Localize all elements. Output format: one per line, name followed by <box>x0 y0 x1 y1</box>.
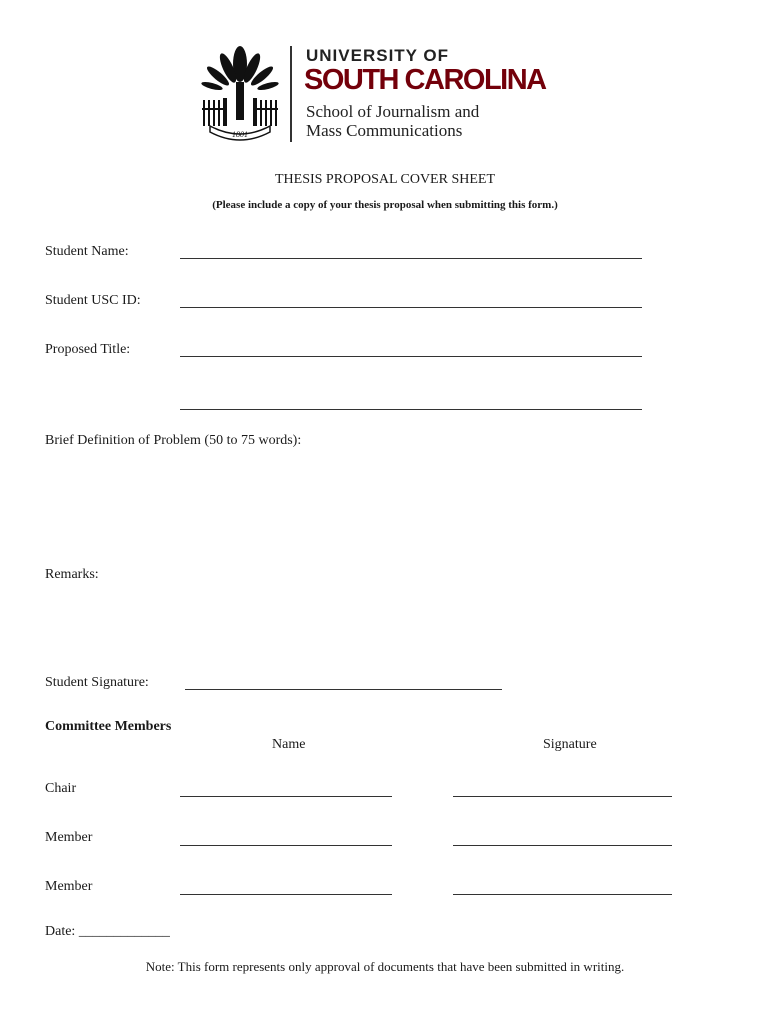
committee-heading: Committee Members <box>45 719 172 734</box>
form-subtitle: (Please include a copy of your thesis proposal when submitting this form.) <box>212 199 558 211</box>
chair-signature-field[interactable] <box>453 796 672 797</box>
student-id-field[interactable] <box>180 307 642 308</box>
logo-school-line1: School of Journalism and <box>306 102 480 121</box>
remarks-label: Remarks: <box>45 567 99 582</box>
signature-column-header: Signature <box>543 737 597 752</box>
member1-name-field[interactable] <box>180 845 392 846</box>
seal-year: 1801 <box>232 130 248 139</box>
committee-role-chair: Chair <box>45 781 77 796</box>
chair-name-field[interactable] <box>180 796 392 797</box>
student-signature-label: Student Signature: <box>45 675 149 690</box>
brief-definition-area[interactable] <box>45 455 645 555</box>
form-title: THESIS PROPOSAL COVER SHEET <box>274 172 495 187</box>
member2-signature-field[interactable] <box>453 894 672 895</box>
member2-name-field[interactable] <box>180 894 392 895</box>
footer-note: Note: This form represents only approval of documents that have been submitted in writing. <box>145 959 625 974</box>
student-name-field[interactable] <box>180 258 642 259</box>
palmetto-logo-icon <box>200 42 280 142</box>
proposed-title-label: Proposed Title: <box>45 342 131 357</box>
name-column-header: Name <box>272 737 306 752</box>
student-name-label: Student Name: <box>45 244 129 259</box>
date-field[interactable]: Date: _____________ <box>45 924 170 939</box>
logo-south-carolina: SOUTH CAROLINA <box>304 64 546 96</box>
proposed-title-field-line2[interactable] <box>180 409 642 410</box>
member1-signature-field[interactable] <box>453 845 672 846</box>
student-id-label: Student USC ID: <box>45 293 141 308</box>
logo-school-line2: Mass Communications <box>306 121 463 140</box>
proposed-title-field[interactable] <box>180 356 642 357</box>
committee-role-member: Member <box>45 830 93 845</box>
committee-role-member: Member <box>45 879 93 894</box>
logo-divider <box>290 46 292 142</box>
brief-definition-label: Brief Definition of Problem (50 to 75 words): <box>45 433 302 448</box>
logo-university-of: UNIVERSITY OF <box>306 46 450 65</box>
student-signature-field[interactable] <box>185 689 502 690</box>
remarks-area[interactable] <box>45 590 645 665</box>
